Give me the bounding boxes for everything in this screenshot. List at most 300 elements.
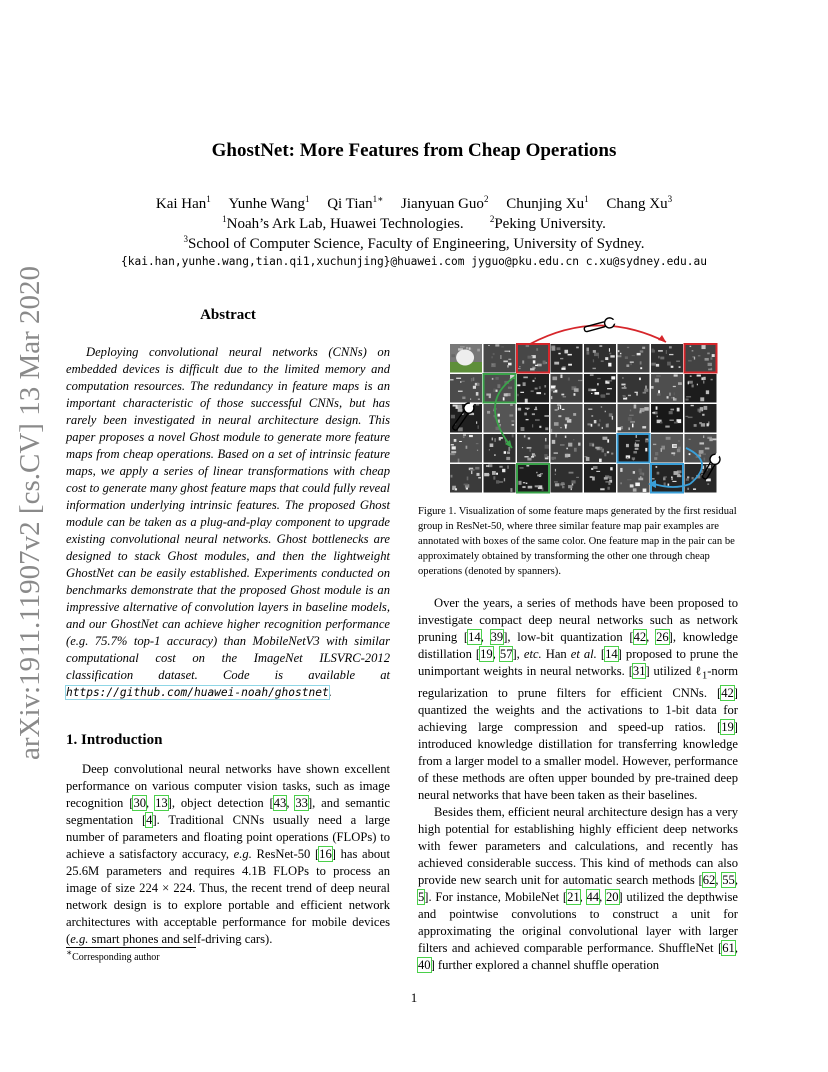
author-list [0, 194, 828, 214]
feature-map-speck [504, 451, 506, 454]
feature-map-speck [702, 414, 704, 416]
feature-map-speck [450, 453, 455, 455]
feature-map-speck [689, 439, 691, 440]
feature-map-speck [544, 454, 547, 458]
feature-map-speck [535, 485, 539, 487]
feature-map-speck [520, 467, 524, 469]
author: Yunhe Wang$^1$ [228, 194, 310, 212]
feature-map-speck [669, 354, 673, 355]
feature-map-speck [544, 415, 549, 416]
feature-map-speck [629, 415, 634, 416]
feature-map-speck [462, 397, 465, 400]
feature-map-speck [508, 465, 509, 468]
author: Chunjing Xu$^1$ [506, 194, 589, 212]
feature-map-speck [568, 364, 572, 366]
feature-map-speck [551, 396, 552, 399]
feature-map-speck [454, 453, 456, 455]
feature-map-speck [599, 345, 602, 346]
feature-map-speck [670, 409, 674, 411]
feature-map-speck [502, 469, 505, 472]
feature-map-speck [460, 381, 461, 382]
feature-map-speck [632, 457, 635, 459]
feature-map-speck [499, 481, 503, 483]
citation[interactable]: 62 [702, 872, 716, 887]
feature-map-speck [466, 347, 468, 349]
feature-map-speck [497, 384, 500, 388]
citation[interactable]: 19 [721, 719, 734, 734]
feature-map-speck [621, 384, 625, 386]
feature-map-tile [584, 404, 616, 433]
feature-map-speck [660, 422, 662, 424]
feature-map-speck [526, 483, 528, 484]
feature-map-speck [477, 383, 480, 386]
feature-map-speck [620, 482, 621, 484]
feature-map-speck [522, 486, 525, 488]
right-column-text: Over the years, a series of methods have been proposed to investigate compact deep neural networks such as network pruning [14, 39], low-bit quantization [42, 26], knowledge distillation [19, 57], etc. Han et al. [14] proposed to prune the unimportant weights in neural networks. [31] utilized ℓ$_1$-norm regularization to prune filters for efficient CNNs. [42] quantized the weights and the activations to 1-bit data for achieving large compression and speed-up ratios. [19] introduced knowledge distillation for transferring knowledge from a larger model to a smaller model. However, performance of these methods are often upper bounded by pre-trained deep neural networks that have been taken as their baselines. Besides them, efficient neural architecture design has a very high potential for establishing highly efficient deep networks with fewer parameters and calculations, and recently has achieved considerable success. This kind of methods can also provide new search unit for automatic search methods [62, 55, 5]. For instance, MobileNet [21, 44, 20] utilized the depthwise and pointwise convolutions to construct a unit for approximating the original convolutional layer with larger filters and achieved comparable performance. ShuffleNet [61, 40] further explored a channel shuffle operation [418, 596, 739, 972]
feature-map-speck [676, 361, 680, 362]
feature-map-speck [637, 353, 641, 355]
feature-map-speck [571, 488, 572, 490]
feature-map-speck [511, 420, 514, 422]
feature-map-speck [558, 406, 559, 409]
feature-map-speck [656, 466, 658, 468]
feature-map-speck [710, 357, 712, 359]
feature-map-speck [535, 407, 537, 410]
feature-map-speck [627, 457, 629, 459]
feature-map-speck [657, 416, 658, 418]
feature-map-speck [560, 444, 565, 445]
feature-map-speck [600, 488, 604, 490]
citation[interactable]: 14 [605, 647, 618, 661]
citation[interactable]: 42 [633, 630, 647, 644]
feature-map-speck [461, 381, 464, 382]
feature-map-speck [630, 484, 634, 487]
feature-map-speck [671, 476, 673, 478]
feature-map-speck [702, 453, 706, 455]
feature-map-speck [628, 417, 632, 421]
citation[interactable]: 31 [632, 664, 646, 678]
feature-map-speck [593, 359, 594, 362]
feature-map-speck [459, 441, 462, 442]
feature-map-speck [519, 366, 520, 367]
feature-map-speck [688, 417, 693, 418]
feature-map-speck [492, 364, 494, 365]
feature-map-speck [595, 447, 600, 449]
feature-map-speck [639, 378, 641, 381]
feature-map-speck [574, 448, 577, 452]
feature-map-speck [536, 348, 538, 351]
feature-map-speck [705, 358, 709, 361]
feature-map-speck [545, 438, 546, 441]
author: Kai Han$^1$ [155, 194, 211, 212]
feature-map-speck [573, 413, 576, 416]
feature-map-speck [469, 435, 473, 437]
code-link[interactable]: https://github.com/huawei-noah/ghostnet [66, 686, 329, 699]
feature-map-speck [611, 376, 615, 379]
feature-map-speck [552, 440, 555, 444]
feature-map-speck [607, 380, 612, 381]
feature-map-speck [536, 472, 537, 473]
feature-map-speck [517, 394, 518, 396]
feature-map-speck [523, 377, 527, 379]
citation[interactable]: 21 [567, 889, 580, 904]
feature-map-speck [656, 375, 661, 376]
feature-map-speck [622, 387, 627, 389]
feature-map-speck [488, 474, 490, 475]
feature-map-speck [554, 452, 558, 454]
feature-map-speck [638, 469, 641, 473]
feature-map-speck [586, 457, 590, 461]
citation[interactable]: 5 [418, 889, 425, 904]
feature-map-speck [535, 419, 540, 421]
feature-map-speck [623, 395, 626, 398]
feature-map-speck [639, 472, 642, 475]
feature-map-speck [658, 350, 663, 352]
feature-map-speck [644, 407, 648, 411]
feature-map-speck [620, 353, 621, 354]
citation[interactable]: 19 [480, 647, 493, 661]
feature-map-speck [568, 485, 572, 488]
feature-map-speck [630, 362, 634, 363]
feature-map-speck [593, 350, 596, 353]
feature-map-speck [694, 357, 695, 360]
feature-map-speck [652, 350, 655, 353]
feature-map-speck [535, 365, 538, 366]
feature-map-speck [688, 488, 689, 490]
feature-map-speck [652, 478, 655, 479]
feature-map-speck [470, 469, 475, 471]
citation[interactable]: 55 [722, 872, 735, 887]
feature-map-speck [510, 404, 513, 406]
feature-map-speck [610, 355, 614, 357]
citation[interactable]: 33 [295, 796, 308, 810]
feature-map-speck [563, 396, 566, 397]
feature-map-speck [605, 411, 606, 412]
feature-map-speck [591, 415, 593, 416]
feature-map-speck [711, 379, 713, 380]
feature-map-speck [703, 435, 704, 438]
feature-map-speck [674, 374, 678, 376]
feature-map-speck [492, 471, 496, 475]
citation[interactable]: 30 [133, 796, 147, 810]
feature-map-speck [677, 475, 681, 477]
feature-map-speck [628, 395, 631, 396]
citation[interactable]: 44 [586, 889, 600, 904]
feature-map-speck [703, 380, 704, 383]
feature-map-speck [669, 393, 671, 396]
feature-map-speck [692, 477, 694, 479]
feature-map-speck [512, 424, 514, 425]
feature-map-speck [633, 488, 637, 491]
feature-map-speck [645, 448, 647, 452]
feature-map-speck [618, 355, 622, 357]
feature-map-speck [620, 468, 622, 472]
feature-map-speck [626, 364, 629, 367]
citation[interactable]: 13 [155, 796, 168, 810]
feature-map-speck [656, 406, 658, 409]
feature-map-speck [656, 364, 659, 367]
feature-map-speck [492, 378, 494, 380]
feature-map-speck [460, 346, 465, 348]
feature-map-speck [556, 434, 557, 437]
feature-map-speck [612, 416, 613, 420]
feature-map-speck [565, 454, 568, 458]
feature-map-speck [520, 392, 524, 393]
feature-map-speck [671, 366, 674, 368]
feature-map-speck [657, 472, 660, 475]
feature-map-speck [555, 474, 556, 475]
feature-map-speck [645, 386, 646, 390]
citation[interactable]: 26 [656, 630, 669, 644]
feature-map-speck [555, 483, 559, 486]
feature-map-speck [476, 443, 479, 444]
feature-map-speck [689, 453, 691, 455]
feature-map-speck [501, 346, 504, 347]
feature-map-speck [478, 425, 479, 429]
feature-map-speck [644, 389, 648, 392]
feature-map-speck [451, 451, 456, 453]
feature-map-speck [544, 385, 546, 387]
citation[interactable]: 40 [418, 957, 431, 972]
feature-map-speck [609, 353, 611, 355]
feature-map-speck [522, 447, 523, 448]
feature-map-speck [599, 419, 600, 421]
feature-map-speck [666, 350, 667, 354]
feature-map-speck [712, 354, 715, 357]
feature-map-speck [507, 365, 509, 367]
feature-map-speck [565, 425, 567, 429]
feature-map-tile [651, 464, 683, 493]
feature-map-speck [543, 361, 546, 365]
feature-map-speck [568, 354, 572, 356]
feature-map-speck [530, 368, 535, 370]
feature-map-speck [707, 423, 709, 426]
feature-map-speck [555, 469, 556, 472]
feature-map-speck [679, 366, 681, 368]
feature-map-speck [708, 369, 712, 371]
author-emails: {kai.han,yunhe.wang,tian.qi1,xuchunjing}@huawei.com jyguo@pku.edu.cn c.xu@sydney.edu.au [121, 255, 707, 268]
feature-map-speck [622, 377, 624, 379]
feature-map-speck [674, 392, 675, 395]
citation[interactable]: 43 [273, 796, 287, 810]
feature-map-speck [551, 388, 555, 391]
feature-map-speck [554, 422, 559, 426]
abstract-text: Deploying convolutional neural networks (CNNs) on embedded devices is difficult due to the limited memory and computation resources. The redundancy in feature maps is an important characteristic of those successful CNNs, but has rarely been investigated in neural architecture design. This paper proposes a novel Ghost module to generate more feature maps from cheap operations. Based on a set of intrinsic feature maps, we apply a series of linear transformations with cheap cost to generate many ghost feature maps that could fully reveal information underlying intrinsic features. The proposed Ghost module can be taken as a plug-and-play component to upgrade existing convolutional neural networks. Ghost bottlenecks are designed to stack Ghost modules, and then the lightweight GhostNet can be easily established. Experiments conducted on benchmarks demonstrate that the proposed Ghost module is an impressive alternative of convolution layers in baseline models, and our GhostNet can achieve higher recognition performance (e.g. 75.7% top-1 accuracy) than MobileNetV3 with similar computational cost on the ImageNet ILSVRC-2012 classification dataset. Code is available at https://github.com/huawei-noah/ghostnet. [66, 345, 390, 699]
feature-map-speck [555, 387, 556, 389]
feature-map-speck [524, 435, 526, 437]
feature-map-speck [532, 413, 535, 415]
feature-map-speck [701, 377, 703, 380]
feature-map-speck [633, 471, 635, 474]
feature-map-speck [470, 398, 471, 399]
feature-map-speck [463, 436, 465, 438]
feature-map-speck [673, 471, 678, 475]
feature-map-speck [452, 446, 456, 449]
citation[interactable]: 42 [721, 685, 734, 700]
feature-map-speck [518, 408, 521, 411]
feature-map-speck [663, 477, 666, 480]
feature-map-speck [527, 408, 529, 410]
feature-map-speck [562, 366, 565, 367]
feature-map-speck [554, 481, 558, 483]
feature-map-speck [560, 427, 561, 428]
feature-map-speck [551, 347, 555, 351]
feature-map-speck [688, 382, 689, 385]
feature-map-speck [630, 410, 631, 412]
feature-map-speck [597, 378, 600, 379]
feature-map-speck [551, 429, 552, 432]
feature-map-speck [677, 408, 680, 412]
figure-caption: Figure 1. Visualization of some feature maps generated by the first residual group in ResNet-50, where three similar feature map pair examples are annotated with boxes of the same color. One feature map in the pair can be approximately obtained by transforming the other one through cheap operations (denoted by spanners). [418, 506, 737, 577]
feature-map-speck [642, 426, 646, 428]
feature-map-speck [561, 394, 564, 396]
feature-map-speck [607, 487, 609, 490]
feature-map-speck [625, 356, 628, 359]
feature-map-speck [673, 445, 676, 447]
feature-map-speck [512, 434, 514, 437]
citation[interactable]: 14 [468, 630, 481, 644]
feature-map-speck [635, 440, 639, 441]
feature-map-speck [591, 393, 592, 394]
feature-map-speck [477, 450, 478, 451]
feature-map-speck [508, 363, 512, 366]
feature-map-speck [704, 458, 706, 461]
feature-map-speck [451, 415, 455, 419]
feature-map-speck [494, 454, 495, 456]
feature-map-speck [555, 409, 558, 410]
feature-map-speck [634, 405, 637, 409]
feature-map-speck [643, 489, 647, 492]
citation[interactable]: 16 [319, 847, 332, 861]
citation[interactable]: 57 [499, 647, 513, 661]
feature-map-speck [712, 438, 716, 440]
feature-map-speck [678, 382, 682, 385]
red-arrow-head [658, 335, 666, 342]
feature-map-speck [561, 482, 564, 484]
citation[interactable]: 20 [605, 889, 619, 904]
feature-map-speck [571, 480, 575, 483]
feature-map-speck [618, 427, 622, 430]
feature-map-speck [560, 374, 562, 378]
feature-map-grid [450, 344, 717, 493]
feature-map-speck [677, 449, 680, 453]
feature-map-speck [606, 393, 610, 395]
feature-map-speck [450, 379, 453, 380]
feature-map-speck [527, 447, 532, 449]
citation[interactable]: 61 [722, 940, 735, 955]
feature-map-speck [562, 486, 564, 489]
feature-map-speck [578, 443, 580, 446]
feature-map-speck [531, 390, 534, 392]
feature-map-speck [630, 363, 631, 365]
feature-map-speck [476, 421, 477, 423]
input-image-subject [456, 350, 474, 366]
feature-map-speck [596, 471, 600, 472]
feature-map-speck [521, 427, 525, 431]
feature-map-speck [632, 424, 634, 428]
feature-map-speck [587, 352, 590, 355]
feature-map-speck [525, 399, 528, 403]
feature-map-speck [586, 348, 589, 352]
feature-map-speck [576, 347, 579, 349]
feature-map-speck [568, 443, 572, 447]
feature-map-speck [673, 397, 674, 400]
feature-map-speck [476, 473, 479, 476]
feature-map-speck [591, 424, 593, 427]
feature-map-speck [500, 355, 501, 359]
feature-map-speck [674, 454, 675, 456]
feature-map-speck [506, 457, 510, 460]
feature-map-speck [458, 409, 463, 412]
feature-map-speck [561, 368, 565, 370]
feature-map-speck [518, 368, 521, 369]
feature-map-tile [685, 464, 717, 493]
citation[interactable]: 39 [490, 630, 504, 644]
feature-map-speck [454, 439, 457, 442]
citation[interactable]: 4 [146, 813, 153, 827]
feature-map-speck [562, 409, 565, 410]
feature-map-speck [528, 437, 530, 439]
feature-map-speck [451, 354, 455, 357]
feature-map-speck [590, 476, 593, 478]
feature-map-speck [626, 444, 629, 447]
feature-map-speck [667, 396, 669, 398]
feature-map-speck [565, 436, 567, 438]
feature-map-speck [640, 350, 643, 352]
feature-map-speck [633, 451, 637, 453]
feature-map-speck [592, 444, 594, 447]
feature-map-speck [467, 477, 469, 481]
feature-map-speck [560, 405, 561, 409]
feature-map-speck [453, 405, 458, 407]
feature-map-speck [588, 409, 592, 410]
feature-map-speck [640, 361, 642, 364]
feature-map-speck [707, 353, 710, 355]
feature-map-speck [452, 488, 454, 490]
feature-map-speck [529, 448, 530, 451]
feature-map-speck [607, 388, 612, 389]
feature-map-speck [493, 388, 495, 392]
feature-map-speck [533, 360, 536, 363]
feature-map-speck [699, 442, 704, 444]
abstract-heading: Abstract [200, 307, 256, 323]
feature-map-speck [632, 355, 635, 356]
feature-map-speck [657, 393, 661, 395]
feature-map-speck [635, 483, 640, 487]
feature-map-speck [495, 438, 496, 442]
feature-map-speck [634, 392, 637, 393]
feature-map-speck [605, 481, 610, 482]
feature-map-speck [618, 350, 619, 352]
feature-map-speck [594, 392, 599, 395]
feature-map-speck [661, 446, 665, 450]
feature-map-speck [558, 415, 561, 417]
feature-map-speck [692, 350, 694, 351]
feature-map-speck [601, 361, 604, 362]
feature-map-speck [608, 363, 611, 367]
feature-map-speck [493, 353, 495, 355]
feature-map-speck [686, 396, 691, 397]
feature-map-speck [587, 423, 590, 425]
feature-map-speck [694, 424, 697, 427]
feature-map-speck [673, 386, 676, 387]
feature-map-speck [690, 375, 692, 376]
feature-map-speck [476, 392, 479, 396]
feature-map-speck [655, 452, 658, 455]
feature-map-speck [628, 427, 629, 430]
feature-map-speck [678, 440, 680, 442]
feature-map-speck [660, 357, 664, 360]
